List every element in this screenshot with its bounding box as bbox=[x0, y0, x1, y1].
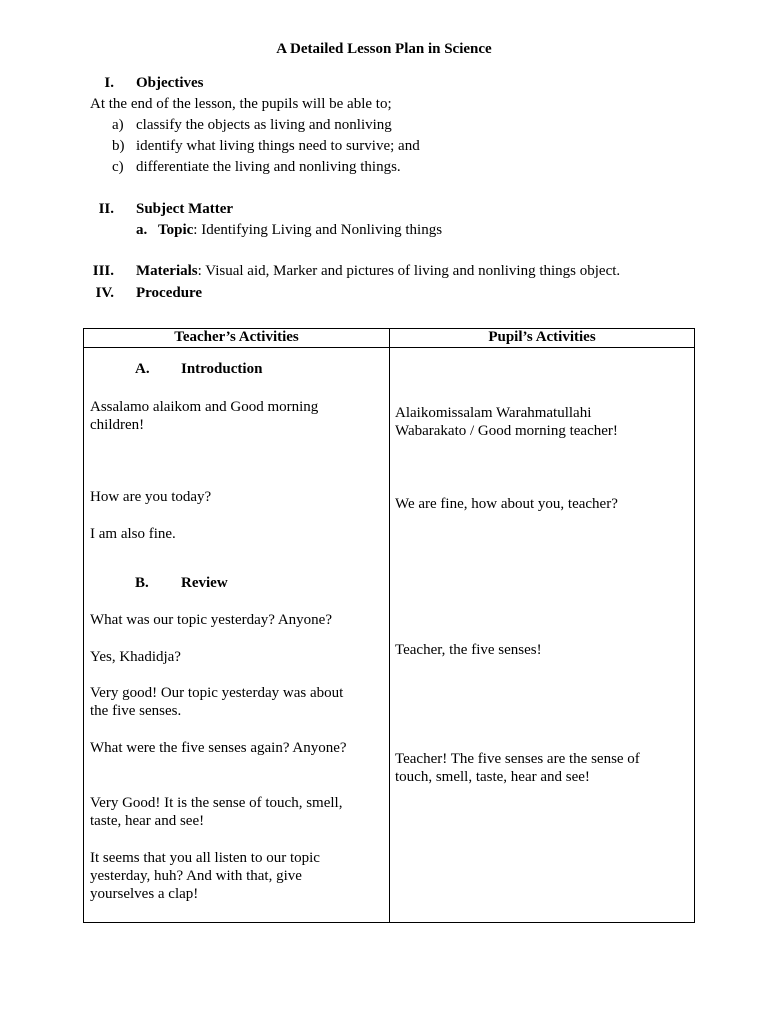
teacher-activities-header: Teacher’s Activities bbox=[174, 329, 299, 345]
part-b-letter: B. bbox=[135, 575, 149, 591]
pupil-line: Teacher! The five senses are the sense of touch, smell, taste, hear and see! bbox=[395, 751, 640, 785]
procedure-heading: Procedure bbox=[136, 285, 203, 301]
topic-label: Topic bbox=[158, 222, 194, 238]
teacher-line: Yes, Khadidja? bbox=[90, 649, 181, 665]
objective-c-marker: c) bbox=[112, 159, 124, 175]
teacher-line: It seems that you all listen to our topic yesterday, huh? And with that, give yourselves a clap! bbox=[90, 850, 320, 902]
part-a-title: Introduction bbox=[181, 361, 263, 377]
objective-c-text: differentiate the living and nonliving things. bbox=[136, 159, 401, 175]
teacher-line: Assalamo alaikom and Good morning children! bbox=[90, 399, 319, 433]
subject-matter-heading: Subject Matter bbox=[136, 201, 234, 217]
topic-marker: a. bbox=[136, 222, 148, 238]
objective-a-text: classify the objects as living and nonliving bbox=[136, 117, 392, 133]
pupil-line: Alaikomissalam Warahmatullahi Wabarakato / Good morning teacher! bbox=[395, 405, 618, 439]
objective-b-text: identify what living things need to survive; and bbox=[136, 138, 420, 154]
teacher-line: I am also fine. bbox=[90, 526, 176, 542]
materials-text: : Visual aid, Marker and pictures of living and nonliving things object. bbox=[197, 263, 621, 279]
objectives-heading: Objectives bbox=[136, 75, 204, 91]
pupil-line: Teacher, the five senses! bbox=[395, 642, 542, 658]
materials-numeral: III. bbox=[92, 263, 114, 279]
topic-text: : Identifying Living and Nonliving things bbox=[193, 222, 443, 238]
objective-b-marker: b) bbox=[112, 138, 125, 154]
topic-line bbox=[158, 221, 442, 239]
part-b-title: Review bbox=[181, 575, 228, 591]
objectives-numeral: I. bbox=[104, 75, 114, 91]
objective-a-marker: a) bbox=[112, 117, 124, 133]
objectives-intro: At the end of the lesson, the pupils will be able to; bbox=[90, 96, 392, 112]
teacher-line: How are you today? bbox=[90, 489, 212, 505]
teacher-line: What were the five senses again? Anyone? bbox=[90, 740, 347, 756]
table-column-divider bbox=[389, 328, 390, 923]
teacher-line: What was our topic yesterday? Anyone? bbox=[90, 612, 332, 628]
teacher-line: Very Good! It is the sense of touch, smell, taste, hear and see! bbox=[90, 795, 343, 829]
pupil-activities-header: Pupil’s Activities bbox=[488, 329, 596, 345]
part-a-letter: A. bbox=[135, 361, 150, 377]
pupil-line: We are fine, how about you, teacher? bbox=[395, 496, 618, 512]
materials-label: Materials bbox=[136, 263, 198, 279]
teacher-line: Very good! Our topic yesterday was about the five senses. bbox=[90, 685, 344, 719]
subject-matter-numeral: II. bbox=[98, 201, 114, 217]
materials-line bbox=[136, 262, 620, 280]
document-title: A Detailed Lesson Plan in Science bbox=[276, 41, 492, 57]
procedure-numeral: IV. bbox=[95, 285, 114, 301]
